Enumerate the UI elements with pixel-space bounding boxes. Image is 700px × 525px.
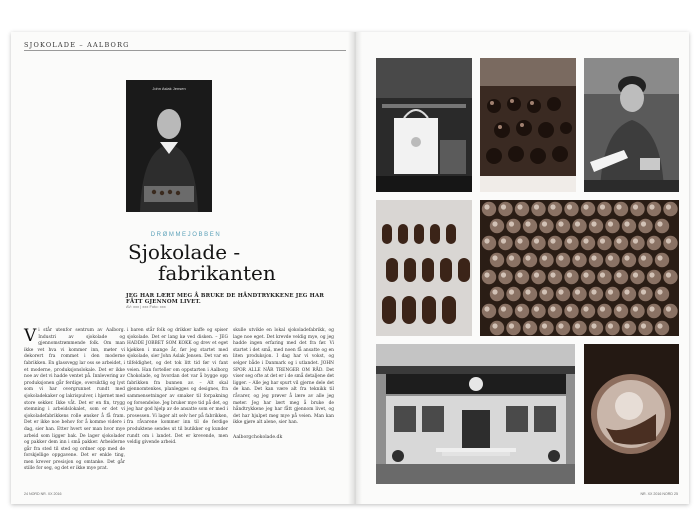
body-text-3: skulle utvikle en lokal sjokoladefabrikk, og lage noe eget. Det krevde veldig mye, og jeg hadde ingen erfaring med det fra før. Vi startet i det små, med noen få ansatte og en liten produksjon. I dag har vi vokst, og selger både i Danmark og i utlandet. JOHN SPOR ALLE NÅR TRENGER OM RÅD. Det viser seg ofte at det er i de små detaljene det ligger. – Alle jeg har spurt vil gjerne dele det de kan. Det kan være alt fra teknikk til råvarer, og jeg prøver å lære av alle jeg møter. Jeg har lært meg å bruke de håndtrykkene jeg har fått gjennom livet, og det har hjulpet meg mye på veien. Man kan ikke gjøre alt alene, sier han. [233,328,334,426]
photo-chocolate-shop [376,58,472,192]
body-text-1: i står utenfor sentrum av Aalborg. Industri av sjokolade og gjennomstrømmende folk. Om man ikke vet hva vi kommer inn, møter vi dekorert fra rommet i den moderne fabrikken. En glassvegg lar oss se arbeidet, i et moderne, produksjonslokale. Det er ikke noe av det vi hadde ventet på. Innlevering av produksjonen går ferdige, oversiktlig og lyst som vi har overgrunnet rundt med sjokoladekaker og lakrispulver, i hjørnet med store sekker. Ikke våt. Det er en fin, trygg stemning i arbeidslokalet, som er det vi sjokoladefabrikkens rolle ønsker å få fram. Det er ikke noe behov for å komme videre i dag, sier han. Etter hvert ser man hvor mye arbeid som ligger bak. De lager sjokolader og pakker dem inn i små pakker. Arbeiderne går fra sted til sted og ordner opp med de forskjellige oppgavene. Det er enkle ting, men krever presisjon og omtanke. Det går stille for seg, og det er ikke mye prat. [24,328,125,472]
spread-gutter [348,32,362,504]
web-link[interactable]: Aalborgchokolade.dk [233,434,283,440]
headline-line-2: fabrikanten [158,261,276,285]
byline: AV: xxx | xxx Foto: xxx [126,304,166,309]
footer-right: NR. XX 2016 NORD 25 [640,492,678,496]
header-rule [24,50,346,51]
drop-cap: V [24,326,37,346]
photo-coated-truffles [480,200,679,336]
headline-line-1: Sjokolade - [128,240,241,264]
footer-left: 24 NORD NR. XX 2016 [24,492,62,496]
photo-factory-exterior [376,344,575,484]
body-column-3 [233,328,334,442]
kicker: DRØMMEJOBBEN [150,232,222,238]
portrait-label: John Aslak Jensen [152,86,186,91]
photo-chocolate-molds [376,200,472,336]
portrait-photo [126,80,212,212]
deck: JEG HAR LÆRT MEG Å BRUKE DE HÅNDTRYKKENE JEG HAR FÅTT GJENNOM LIVET. [126,293,325,305]
photo-chocolate-bowl [584,344,679,484]
body-column-1 [24,328,125,473]
photo-truffles-display [480,58,576,192]
body-text-2: i baren står folk og drikker kaffe og spiser sjokolade. Det er lang kø ved disken. – JEG HADDE JOBBET SOM KOKK og drev et eget kjøkken i mange år, før jeg startet med sjokolade, sier John Aslak Jensen. Det var en tilfeldighet, og det tok litt tid før vi fant veien. Han forteller om oppstarten i Aalborg Chokolade, og hvordan det var å bygge opp fabrikken fra bunnen av. – Alt skal gjennomtenkes, planlegges og designes, fra sammensetninger av smaker til forpakning og forsendelse. Jeg bruker mye tid på det, og jeg har god hjelp av de ansatte som er med i prosessen. Vi lager alt selv her på fabrikken, fra råvarene kommer inn til de ferdige produktene sendes ut til butikker og kunder rundt om i landet. Det er krevende, men veldig givende arbeid. [127,328,228,446]
headline [128,242,288,284]
section-header: SJOKOLADE – AALBORG [24,41,130,49]
body-column-2 [127,328,228,447]
photo-worker-piping [584,58,679,192]
